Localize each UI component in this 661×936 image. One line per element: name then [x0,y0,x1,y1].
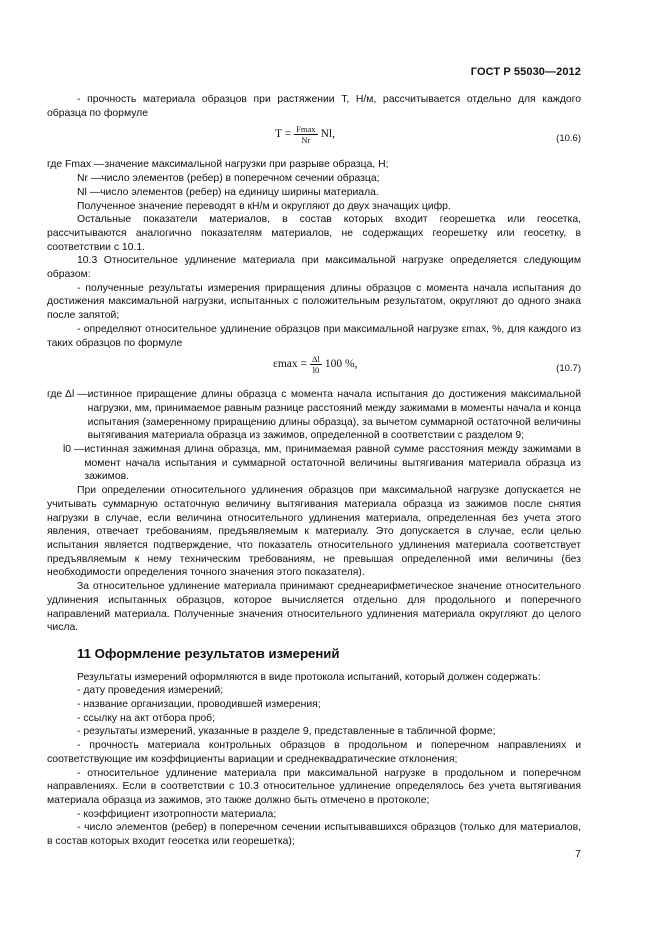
list-item: - относительное удлинение материала при максимальной нагрузке в продольном и поперечном направлениях. Если в соответствии с 10.3 относительное удлинение определялось без учета вытягивания материала образца из зажимов, это также должно быть отмечено в протоколе; [47,767,581,806]
formula-10-7 [47,350,581,388]
where-symbol: где Δl — [47,389,88,401]
paragraph-rounding: Полученное значение переводят в кН/м и округляют до двух значащих цифр. [77,200,451,212]
where-clause-row [47,158,581,172]
document-body [47,93,581,849]
paragraph-protocol: Результаты измерений оформляются в виде протокола испытаний, который должен содержать: [77,671,541,683]
where-clause-row [47,186,581,200]
fraction [294,124,317,145]
paragraph-10-3: 10.3 Относительное удлинение материала при максимальной нагрузке определяется следующим образом: [47,255,581,281]
paragraph-elongation: - определяют относительное удлинение образцов при максимальной нагрузке εmax, %, для каждого из таких образцов по формуле [47,323,581,349]
list-item: - ссылку на акт отбора проб; [77,712,216,724]
list-item: - название организации, проводившей измерения; [77,699,321,711]
formula-lhs: T = [275,128,292,141]
where-definition: значение максимальной нагрузки при разрыве образца, Н; [104,159,389,171]
fraction [310,354,322,375]
formula-number: (10.6) [556,133,581,145]
paragraph-strength: - прочность материала образцов при растяжении T, Н/м, рассчитывается отдельно для каждого образца по формуле [47,94,581,119]
formula-tail: 100 %, [324,357,358,370]
section-11-heading: 11 Оформление результатов измерений [77,645,340,661]
page-number: 7 [575,848,581,860]
list-item: - число элементов (ребер) в поперечном сечении испытывавшихся образцов (только для материалов, в состав которых входит геосетка или георешетка); [47,822,581,848]
fraction-numerator: Δl [312,354,320,365]
document-header: ГОСТ Р 55030—2012 [470,66,581,78]
paragraph-increment-results: - полученные результаты измерения приращения длины образцов с момента начала испытания до достижения максимальной нагрузки, испытанных с положительным результатом, округляют до одного знака после запятой; [47,282,581,322]
list-item: - результаты измерений, указанные в разделе 9, представленные в табличной форме; [77,726,496,738]
paragraph-other-indicators: Остальные показатели материалов, в состав которых входит георешетка или геосетка, рассчитываются аналогично показателям материалов, не содержащих георешетку или геосетку, в соответствии с 10.1. [47,214,581,253]
where-symbol: Nr — [77,173,102,185]
paragraph-average: За относительное удлинение материала принимают среднеарифметическое значение относительного удлинения испытанных образцов, которое вычисляется отдельно для продольного и поперечного направлений материала. Полученные значения относительного удлинения материала округляют до целого числа. [47,581,581,634]
paragraph-exception: При определении относительного удлинения образцов при максимальной нагрузке допускается не учитывать суммарную остаточную величину вытягивания материала образца из зажимов после снятия нагрузки в случае, если величина относительного удлинения материала, определенная без учета этого явления, отвечает требованиям, предъявляемым к материалу. Это допускается в случае, если целью испытания является подтверждение, что показатель относительного удлинения материала соответствует предъявляемым к нему техническим требованиям, не превышая определенной ими величины (без необходимости определения точного значения этого показателя). [47,485,581,579]
where-symbol: l0 — [63,444,85,456]
where-clause-row [47,388,581,443]
formula-number: (10.7) [556,363,581,375]
where-clause-row [47,172,581,186]
where-definition: число элементов (ребер) в поперечном сечении образца; [101,173,380,185]
list-item: - коэффициент изотропности материала; [77,808,277,820]
list-item: - дату проведения измерений; [77,685,224,697]
where-definition: истинная зажимная длина образца, мм, принимаемая равной сумме расстояния между зажимами в момент начала испытания и суммарной остаточной величины вытягивания материала образца из зажимов. [84,444,581,483]
formula-10-6 [47,120,581,158]
fraction-numerator: Fmax [296,124,316,135]
fraction-denominator: Nr [301,135,311,146]
fraction-denominator: l0 [312,365,320,376]
where-clause-row [47,443,581,484]
list-item: - прочность материала контрольных образцов в продольном и поперечном направлениях и соответствующие им коэффициенты вариации и среднеквадратические отклонения; [47,740,581,765]
formula-tail: Nl, [320,128,335,141]
where-symbol: где Fmax — [47,159,105,171]
where-definition: число элементов (ребер) на единицу ширины материала. [100,186,379,198]
formula-lhs: εmax = [273,357,307,370]
where-definition: истинное приращение длины образца с момента начала испытания до достижения максимальной нагрузки, мм, принимаемое равным разнице расстояний между зажимами в моменты начала и конца испытания (замеренному приращению длины образца), за вычетом суммарной остаточной величины вытягивания материала образца из зажимов, определенной в соответствии с разделом 9; [87,389,581,442]
where-symbol: Nl — [77,186,101,198]
